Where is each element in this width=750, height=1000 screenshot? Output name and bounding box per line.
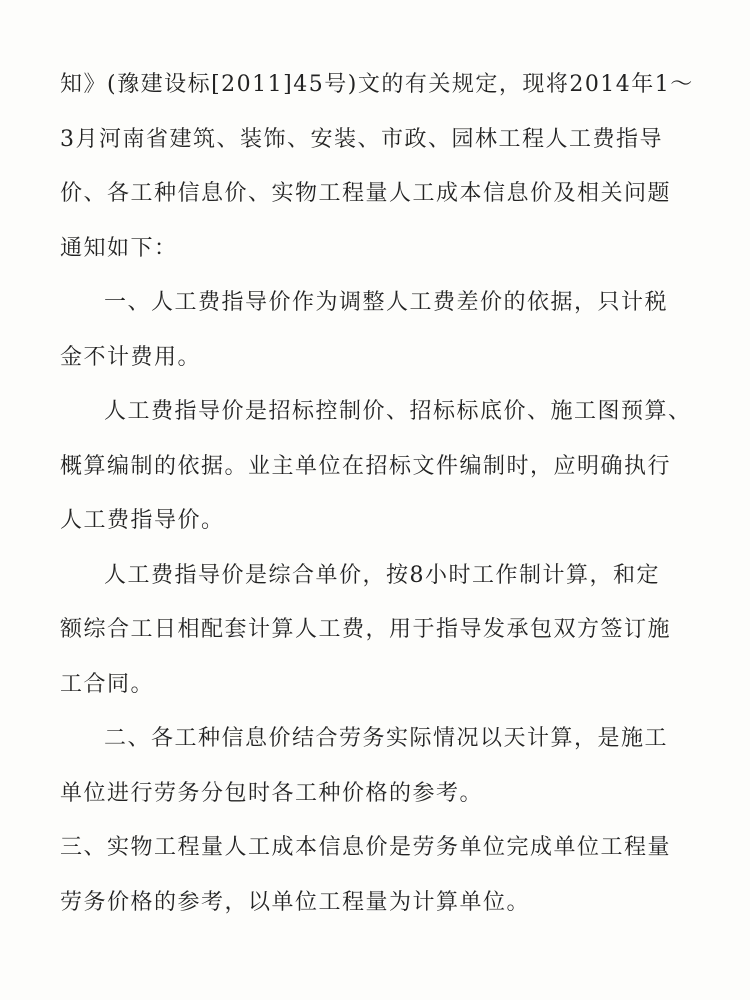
text-line: 知》(豫建设标[2011]45号)文的有关规定，现将2014年1～ <box>60 72 694 97</box>
text-line: 人工费指导价是综合单价，按8小时工作制计算，和定 <box>104 562 660 588</box>
text-line: 概算编制的依据。业主单位在招标文件编制时，应明确执行 <box>60 453 672 479</box>
text-line: 人工费指导价是招标控制价、招标标底价、施工图预算、 <box>104 399 692 424</box>
text-line: 一、人工费指导价作为调整人工费差价的依据，只计税 <box>104 290 669 315</box>
text-line: 额综合工日相配套计算人工费，用于指导发承包双方签订施 <box>60 617 672 642</box>
text-line: 3月河南省建筑、装饰、安装、市政、园林工程人工费指导 <box>60 126 663 152</box>
text-line: 劳务价格的参考，以单位工程量为计算单位。 <box>60 889 531 915</box>
text-line: 通知如下： <box>60 235 178 261</box>
text-line: 人工费指导价。 <box>60 508 225 533</box>
text-line: 二、各工种信息价结合劳务实际情况以天计算，是施工 <box>104 726 669 751</box>
text-line: 价、各工种信息价、实物工程量人工成本信息价及相关问题 <box>60 181 672 206</box>
text-line: 单位进行劳务分包时各工种价格的参考。 <box>60 780 484 806</box>
text-line: 三、实物工程量人工成本信息价是劳务单位完成单位工程量 <box>60 835 672 860</box>
text-line: 金不计费用。 <box>60 344 202 370</box>
text-line: 工合同。 <box>60 671 155 697</box>
document-body <box>60 70 700 942</box>
